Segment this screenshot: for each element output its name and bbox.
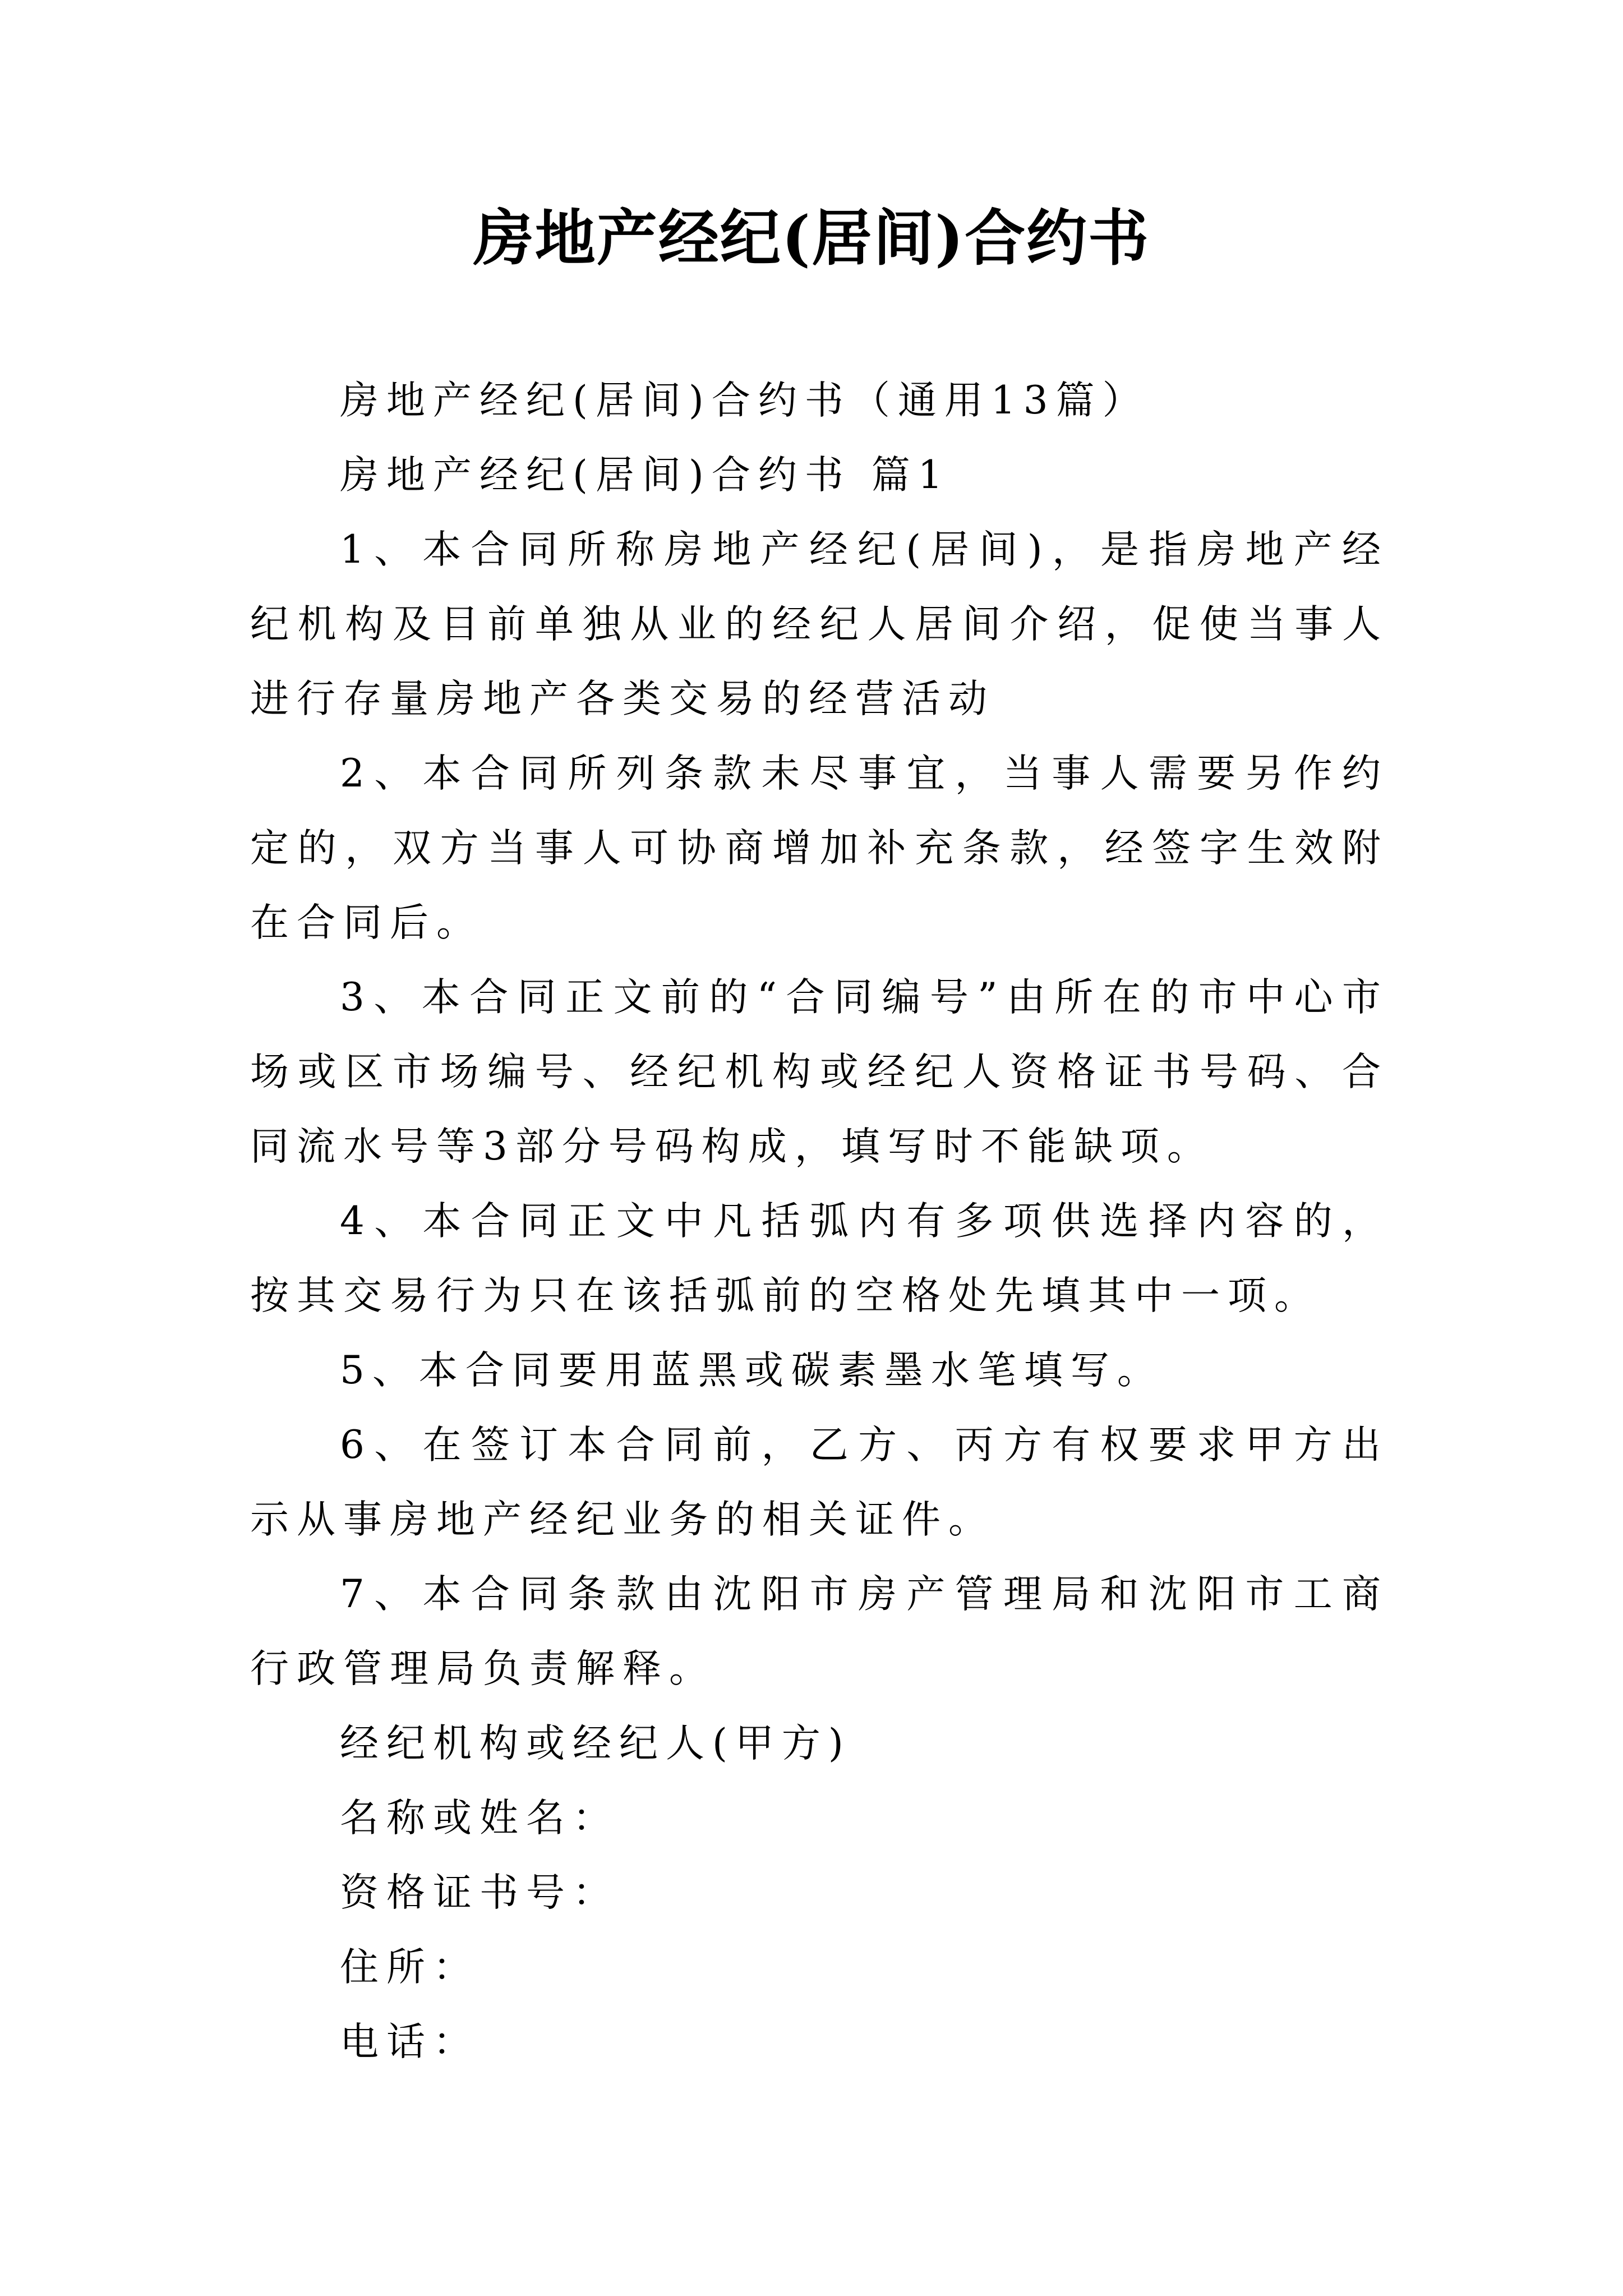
field-phone-label: 电话： [340,2019,479,2064]
field-certificate-label: 资格证书号： [340,1870,619,1915]
party-a-heading: 经纪机构或经纪人(甲方) [340,1721,851,1766]
doc-subtitle: 房地产经纪(居间)合约书（通用13篇） [340,378,1149,423]
clause-6: 6、在签订本合同前，乙方、丙方有权要求甲方出示从事房地产经纪业务的相关证件。 [250,1423,1389,1542]
document-body [250,364,1389,2079]
clause-3: 3、本合同正文前的“合同编号”由所在的市中心市场或区市场编号、经纪机构或经纪人资格证书号码、合同流水号等3部分号码构成，填写时不能缺项。 [250,975,1389,1169]
clause-5: 5、本合同要用蓝黑或碳素墨水笔填写。 [340,1348,1164,1393]
section-heading: 房地产经纪(居间)合约书 篇1 [340,453,951,498]
document-title: 房地产经纪(居间)合约书 [473,203,1150,274]
field-address-label: 住所： [340,1945,479,1990]
field-name-label: 名称或姓名： [340,1796,619,1841]
clause-7: 7、本合同条款由沈阳市房产管理局和沈阳市工商行政管理局负责解释。 [250,1572,1389,1691]
clause-1: 1、本合同所称房地产经纪(居间)，是指房地产经纪机构及目前单独从业的经纪人居间介绍，促使当事人进行存量房地产各类交易的经营活动 [250,527,1389,721]
clause-2: 2、本合同所列条款未尽事宜，当事人需要另作约定的，双方当事人可协商增加补充条款，经签字生效附在合同后。 [250,751,1389,945]
clause-4: 4、本合同正文中凡括弧内有多项供选择内容的，按其交易行为只在该括弧前的空格处先填其中一项。 [250,1199,1389,1318]
